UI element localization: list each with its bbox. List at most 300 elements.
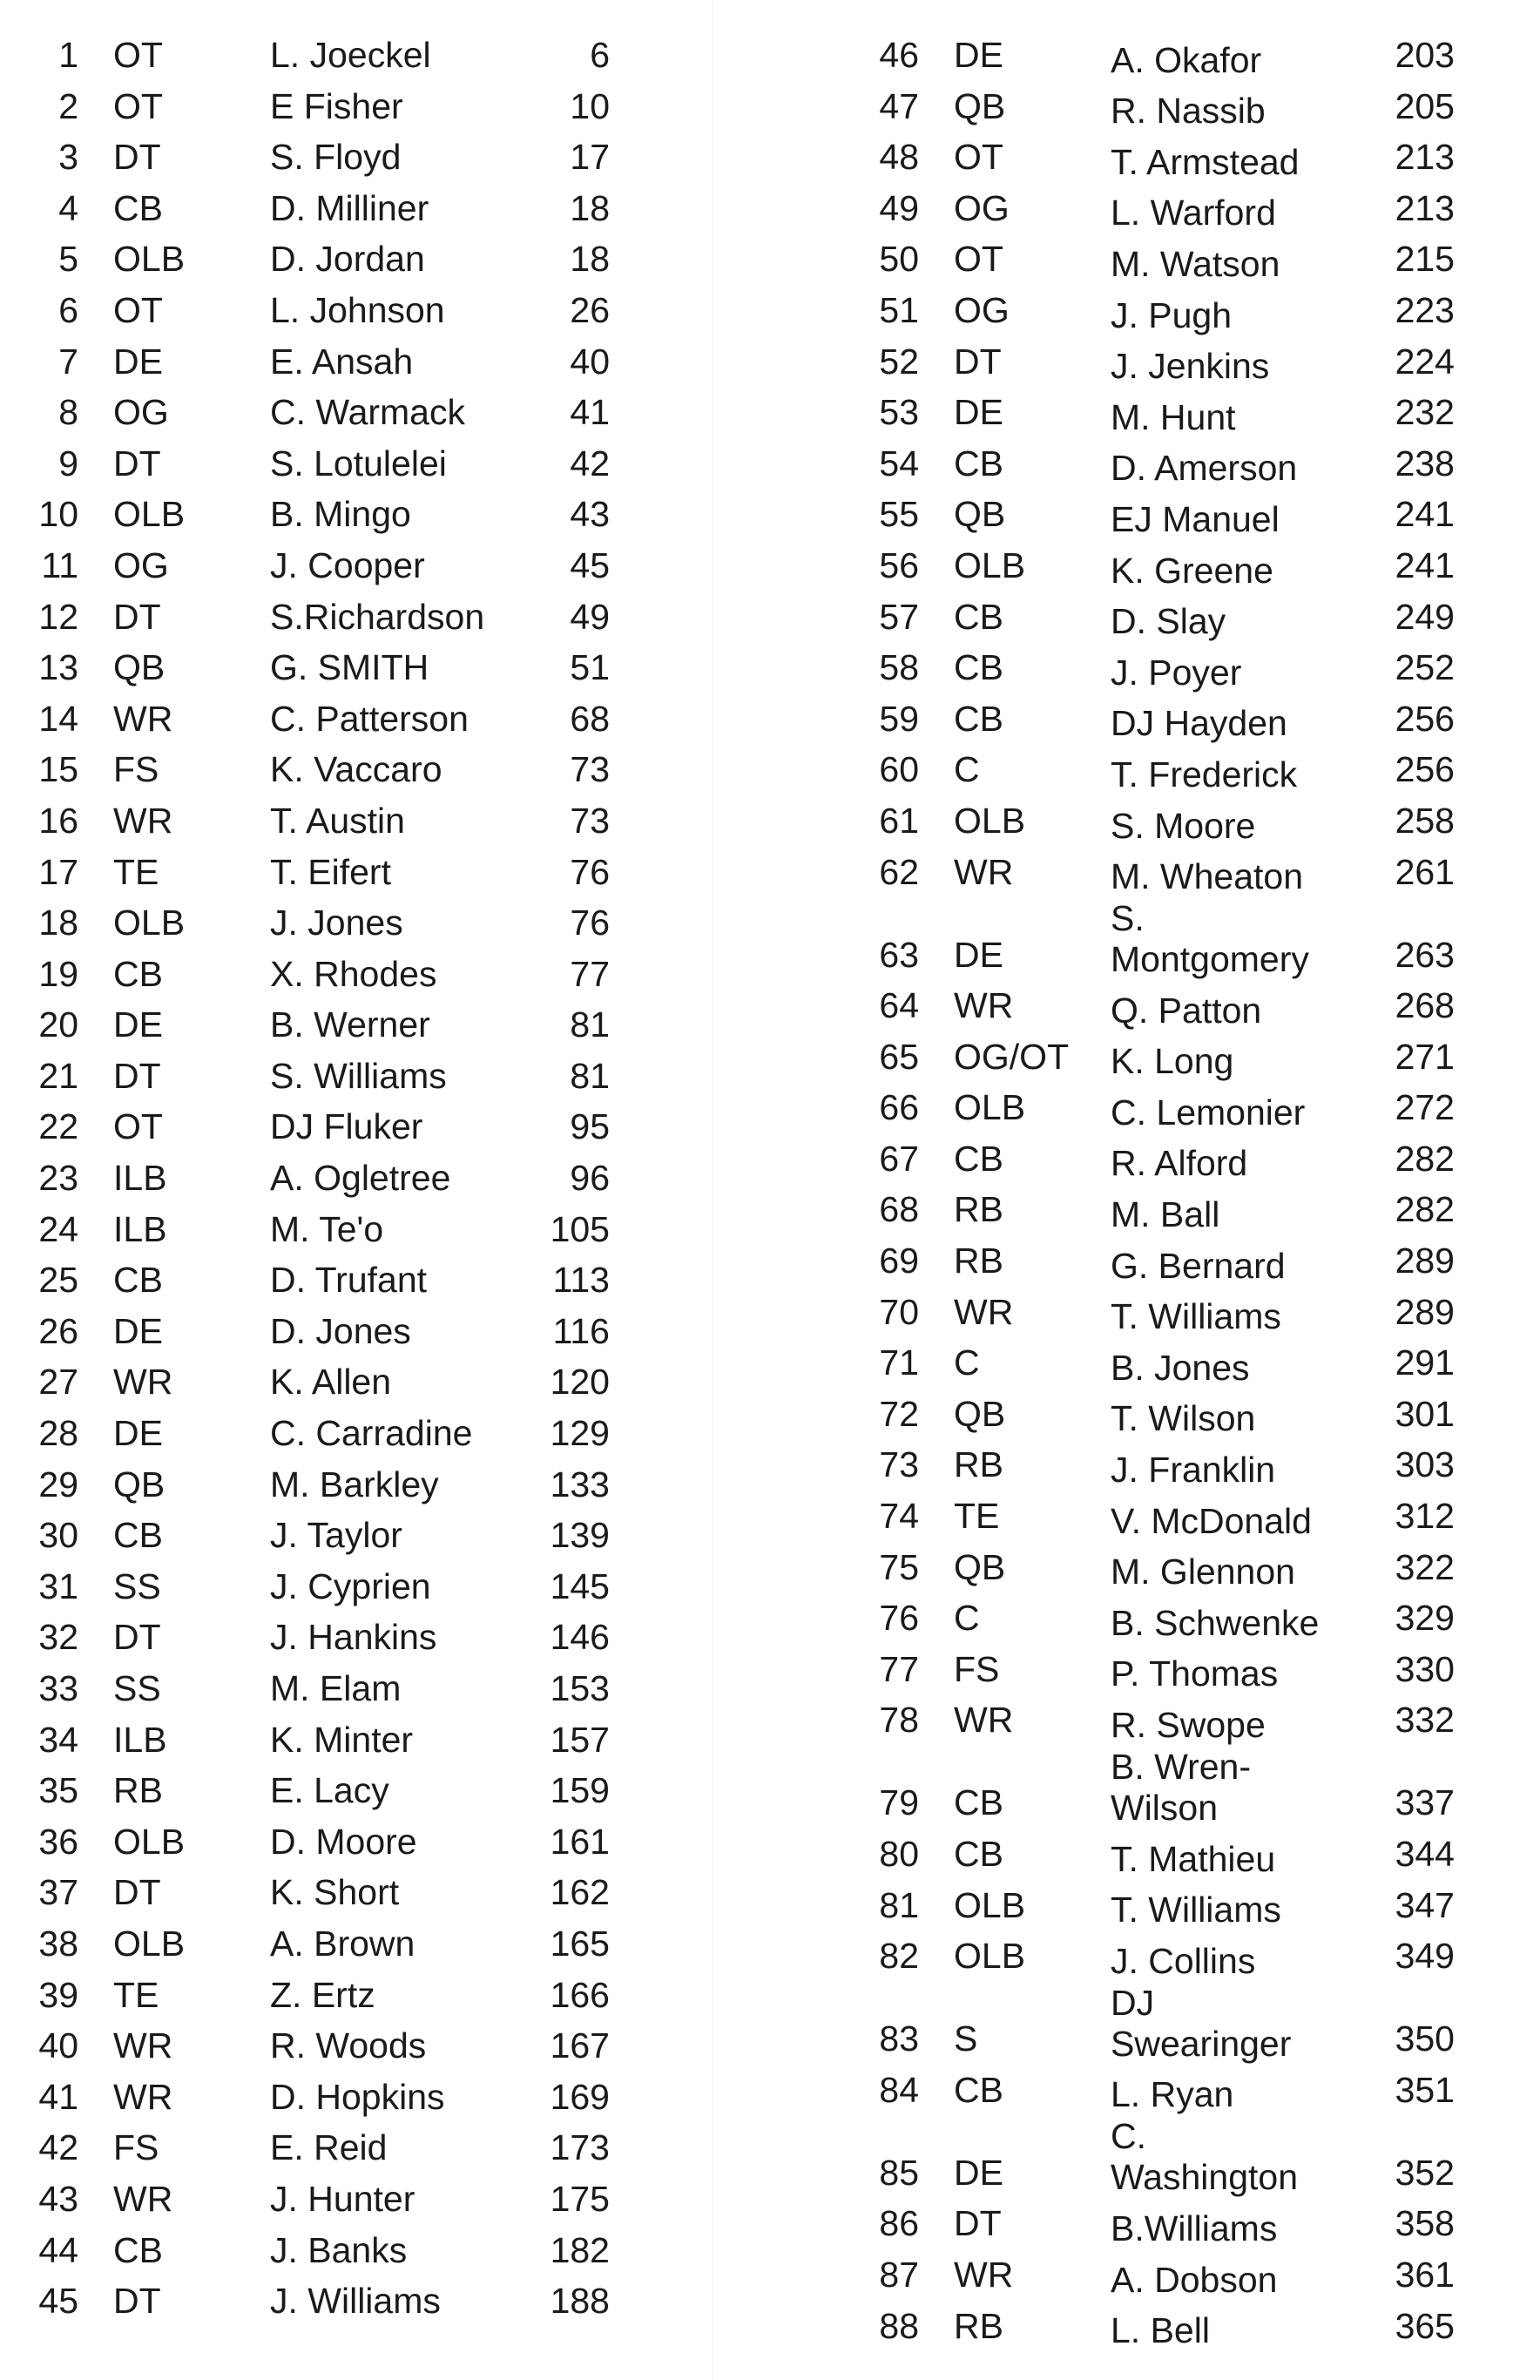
position: OLB <box>113 239 186 280</box>
list-item <box>862 1184 1472 1235</box>
list-item <box>26 81 627 132</box>
position: OLB <box>954 1936 1026 1977</box>
rank-number: 85 <box>879 2152 919 2193</box>
player-name: K. Minter <box>270 1719 414 1760</box>
position: DE <box>113 1004 163 1045</box>
player-name: J. Poyer <box>1111 652 1242 693</box>
position: FS <box>113 749 159 790</box>
position: C <box>954 749 980 790</box>
position: DT <box>113 443 161 483</box>
position: CB <box>954 1782 1003 1823</box>
overall-value: 129 <box>550 1413 610 1454</box>
player-name: B.Williams <box>1111 2208 1278 2248</box>
overall-value: 361 <box>1395 2254 1455 2295</box>
list-item <box>26 387 627 438</box>
list-item <box>862 744 1472 795</box>
position: CB <box>113 2229 163 2270</box>
player-name: K. Short <box>270 1872 400 1913</box>
rank-number: 11 <box>41 544 78 585</box>
overall-value: 232 <box>1395 392 1455 433</box>
position: OG <box>954 289 1010 330</box>
overall-value: 162 <box>550 1872 610 1913</box>
list-item <box>862 183 1472 234</box>
overall-value: 258 <box>1395 800 1455 841</box>
rank-number: 20 <box>38 1004 78 1045</box>
rank-number: 41 <box>38 2076 78 2117</box>
position: CB <box>954 443 1003 483</box>
position: C <box>954 1342 980 1383</box>
overall-value: 153 <box>550 1668 610 1708</box>
player-name: T. Mathieu <box>1111 1838 1276 1879</box>
rank-number: 68 <box>879 1189 919 1230</box>
rank-number: 25 <box>38 1260 78 1301</box>
position: DT <box>113 1055 161 1096</box>
overall-value: 77 <box>570 953 610 994</box>
player-name: C. Warmack <box>270 392 465 433</box>
rank-number: 88 <box>879 2305 919 2346</box>
list-item <box>862 1439 1472 1491</box>
player-name: D. Jones <box>270 1310 411 1351</box>
rank-number: 33 <box>38 1668 78 1708</box>
list-item <box>26 438 627 490</box>
overall-value: 365 <box>1395 2305 1455 2346</box>
overall-value: 282 <box>1395 1189 1455 1230</box>
rank-number: 69 <box>879 1241 919 1281</box>
position: RB <box>954 2305 1003 2346</box>
position: DE <box>954 934 1003 975</box>
list-item <box>26 1561 627 1613</box>
overall-value: 120 <box>550 1362 610 1403</box>
list-item <box>862 2301 1472 2352</box>
player-name: D. Trufant <box>270 1260 428 1301</box>
list-item <box>862 1287 1472 1338</box>
list-item <box>862 540 1472 592</box>
list-item <box>862 2249 1472 2301</box>
position: CB <box>113 1260 163 1301</box>
rank-number: 40 <box>38 2025 78 2066</box>
player-name: M. Elam <box>270 1668 402 1708</box>
position: DT <box>113 2281 161 2322</box>
overall-value: 145 <box>550 1565 610 1606</box>
rank-number: 63 <box>879 934 919 975</box>
overall-value: 81 <box>570 1055 610 1096</box>
player-name: DJ Fluker <box>270 1106 423 1147</box>
position: OLB <box>113 1821 186 1862</box>
position: DT <box>954 341 1002 382</box>
position: OT <box>113 35 163 75</box>
overall-value: 289 <box>1395 1291 1455 1332</box>
position: SS <box>113 1565 161 1606</box>
player-name: L. Bell <box>1111 2310 1210 2351</box>
list-item <box>26 1101 627 1153</box>
rank-number: 50 <box>879 239 919 280</box>
list-item <box>26 1612 627 1663</box>
rank-number: 48 <box>879 137 919 178</box>
position: CB <box>113 187 163 228</box>
overall-value: 282 <box>1395 1138 1455 1179</box>
player-name: S. Floyd <box>270 137 402 178</box>
position: WR <box>954 1291 1014 1332</box>
list-item <box>862 1235 1472 1287</box>
rank-number: 30 <box>38 1515 78 1556</box>
overall-value: 213 <box>1395 187 1455 228</box>
player-name: Q. Patton <box>1111 990 1262 1031</box>
list-item <box>862 1694 1472 1746</box>
list-item <box>862 642 1472 693</box>
list-item <box>862 1644 1472 1695</box>
overall-value: 17 <box>570 137 610 178</box>
player-name: J. Taylor <box>270 1515 402 1556</box>
overall-value: 256 <box>1395 749 1455 790</box>
player-name: G. Bernard <box>1111 1245 1286 1286</box>
list-item <box>862 387 1472 438</box>
rank-number: 79 <box>879 1782 919 1823</box>
player-name: J. Cyprien <box>270 1565 431 1606</box>
overall-value: 43 <box>570 494 610 535</box>
list-item <box>862 489 1472 540</box>
position: WR <box>954 2254 1014 2295</box>
position: WR <box>113 1362 173 1403</box>
rank-number: 16 <box>38 800 78 841</box>
player-name: C. Carradine <box>270 1413 473 1454</box>
overall-value: 73 <box>570 749 610 790</box>
player-name: B. Wren-Wilson <box>1111 1747 1251 1828</box>
player-name: A. Okafor <box>1111 39 1262 80</box>
player-name: R. Swope <box>1111 1705 1266 1745</box>
list-item <box>26 2072 627 2123</box>
list-item <box>26 183 627 234</box>
overall-value: 157 <box>550 1719 610 1760</box>
list-item <box>26 1765 627 1816</box>
player-name: T. Austin <box>270 800 405 841</box>
overall-value: 133 <box>550 1464 610 1504</box>
position: C <box>954 1598 980 1639</box>
rank-number: 35 <box>38 1770 78 1811</box>
overall-value: 350 <box>1395 2018 1455 2059</box>
position: TE <box>113 1974 159 2015</box>
position: ILB <box>113 1719 167 1760</box>
position: QB <box>113 1464 165 1504</box>
list-item <box>862 1082 1472 1133</box>
rank-number: 23 <box>38 1158 78 1199</box>
rank-number: 51 <box>879 289 919 330</box>
position: QB <box>954 85 1006 126</box>
position: ILB <box>113 1158 167 1199</box>
overall-value: 344 <box>1395 1834 1455 1874</box>
overall-value: 256 <box>1395 698 1455 739</box>
list-item <box>26 744 627 795</box>
player-name: J. Jenkins <box>1111 346 1270 387</box>
player-name: A. Brown <box>270 1923 415 1964</box>
overall-value: 105 <box>550 1208 610 1249</box>
overall-value: 329 <box>1395 1598 1455 1639</box>
rank-number: 24 <box>38 1208 78 1249</box>
overall-value: 76 <box>570 851 610 892</box>
rank-number: 44 <box>38 2229 78 2270</box>
player-name: L. Joeckel <box>270 35 431 75</box>
player-name: T. Frederick <box>1111 754 1298 794</box>
rank-number: 84 <box>879 2069 919 2110</box>
position: OG <box>113 544 169 585</box>
rank-number: 56 <box>879 544 919 585</box>
player-name: B. Jones <box>1111 1347 1250 1388</box>
player-name: A. Dobson <box>1111 2259 1278 2300</box>
overall-value: 271 <box>1395 1036 1455 1077</box>
position: TE <box>113 851 159 892</box>
rank-number: 9 <box>58 443 78 483</box>
overall-value: 40 <box>570 341 610 382</box>
list-item <box>862 795 1472 847</box>
list-item <box>26 2122 627 2174</box>
player-name: A. Ogletree <box>270 1158 451 1199</box>
position: DT <box>113 137 161 178</box>
position: OG <box>954 187 1010 228</box>
rank-number: 60 <box>879 749 919 790</box>
overall-value: 238 <box>1395 443 1455 483</box>
position: WR <box>954 1700 1014 1741</box>
rank-number: 31 <box>38 1565 78 1606</box>
list-item <box>26 2020 627 2072</box>
list-item <box>26 1510 627 1561</box>
position: RB <box>954 1444 1003 1485</box>
rank-number: 46 <box>879 35 919 75</box>
list-item <box>862 2198 1472 2249</box>
player-name: K. Allen <box>270 1362 392 1403</box>
position: S <box>954 2018 978 2059</box>
overall-value: 249 <box>1395 596 1455 637</box>
list-item <box>26 999 627 1051</box>
rank-number: 6 <box>58 289 78 330</box>
position: WR <box>113 2025 173 2066</box>
player-name: J. Cooper <box>270 544 425 585</box>
rank-number: 83 <box>879 2018 919 2059</box>
position: DE <box>954 35 1003 75</box>
overall-value: 18 <box>570 239 610 280</box>
player-name: K. Long <box>1111 1041 1234 1082</box>
position: OG <box>113 392 169 433</box>
player-name: EJ Manuel <box>1111 498 1280 539</box>
rank-number: 65 <box>879 1036 919 1077</box>
overall-value: 289 <box>1395 1241 1455 1281</box>
player-name: J. Franklin <box>1111 1450 1276 1491</box>
position: DE <box>113 341 163 382</box>
overall-value: 10 <box>570 85 610 126</box>
position: DT <box>113 1617 161 1658</box>
position: RB <box>954 1241 1003 1281</box>
rank-number: 55 <box>879 494 919 535</box>
player-name: L. Ryan <box>1111 2074 1234 2115</box>
position: DT <box>113 1872 161 1913</box>
player-name: R. Woods <box>270 2025 427 2066</box>
position: OT <box>954 239 1003 280</box>
rank-number: 3 <box>58 137 78 178</box>
player-name: B. Schwenke <box>1111 1602 1320 1643</box>
position: ILB <box>113 1208 167 1249</box>
overall-value: 322 <box>1395 1546 1455 1587</box>
position: QB <box>954 1546 1006 1587</box>
rank-number: 21 <box>38 1055 78 1096</box>
overall-value: 241 <box>1395 494 1455 535</box>
position: FS <box>113 2127 159 2168</box>
position: OLB <box>954 1087 1026 1128</box>
player-name: D. Moore <box>270 1821 417 1862</box>
list-item <box>26 1459 627 1511</box>
overall-value: 161 <box>550 1821 610 1862</box>
rank-number: 81 <box>879 1884 919 1925</box>
rank-number: 39 <box>38 1974 78 2015</box>
rank-number: 71 <box>879 1342 919 1383</box>
list-item <box>862 1337 1472 1389</box>
player-name: E Fisher <box>270 85 403 126</box>
rank-number: 59 <box>879 698 919 739</box>
list-item <box>26 847 627 898</box>
list-item <box>862 592 1472 643</box>
overall-value: 268 <box>1395 985 1455 1026</box>
list-item <box>26 489 627 540</box>
list-item <box>26 1051 627 1102</box>
list-item <box>862 2065 1472 2116</box>
position: OLB <box>113 903 186 943</box>
player-name: S. Montgomery <box>1111 898 1309 980</box>
list-item <box>862 1930 1472 1982</box>
position: OLB <box>954 1884 1026 1925</box>
position: WR <box>113 2178 173 2219</box>
list-item <box>26 1204 627 1255</box>
player-name: D. Slay <box>1111 601 1226 642</box>
rank-number: 29 <box>38 1464 78 1504</box>
overall-value: 167 <box>550 2025 610 2066</box>
player-name: M. Wheaton <box>1111 856 1304 897</box>
list-item <box>26 1918 627 1970</box>
rank-number: 22 <box>38 1106 78 1147</box>
overall-value: 332 <box>1395 1700 1455 1741</box>
overall-value: 351 <box>1395 2069 1455 2110</box>
list-item <box>26 1867 627 1918</box>
overall-value: 95 <box>570 1106 610 1147</box>
rank-number: 57 <box>879 596 919 637</box>
position: FS <box>954 1648 1000 1689</box>
rank-number: 52 <box>879 341 919 382</box>
overall-value: 252 <box>1395 647 1455 688</box>
player-name: D. Jordan <box>270 239 425 280</box>
overall-value: 205 <box>1395 85 1455 126</box>
player-name: R. Nassib <box>1111 91 1266 132</box>
overall-value: 116 <box>552 1310 610 1351</box>
list-item <box>26 1714 627 1766</box>
player-name: J. Pugh <box>1111 294 1233 335</box>
list-item <box>26 949 627 1000</box>
rank-number: 70 <box>879 1291 919 1332</box>
position: WR <box>954 985 1014 1026</box>
player-name: B. Werner <box>270 1004 430 1045</box>
position: CB <box>954 2069 1003 2110</box>
player-name: J. Collins <box>1111 1940 1256 1981</box>
position: CB <box>954 1834 1003 1874</box>
list-item <box>26 2275 627 2327</box>
player-name: K. Vaccaro <box>270 749 442 790</box>
list-item <box>26 132 627 183</box>
rank-number: 75 <box>879 1546 919 1587</box>
list-item <box>862 1982 1472 2065</box>
rank-number: 19 <box>38 953 78 994</box>
overall-value: 213 <box>1395 137 1455 178</box>
player-name: L. Johnson <box>270 289 445 330</box>
overall-value: 215 <box>1395 239 1455 280</box>
rank-number: 62 <box>879 851 919 892</box>
list-item <box>26 1153 627 1204</box>
position: OT <box>113 289 163 330</box>
rank-number: 77 <box>879 1648 919 1689</box>
list-item <box>26 1408 627 1459</box>
player-name: Z. Ertz <box>270 1974 375 2015</box>
overall-value: 330 <box>1395 1648 1455 1689</box>
overall-value: 312 <box>1395 1496 1455 1537</box>
rank-number: 47 <box>879 85 919 126</box>
player-name: E. Reid <box>270 2127 388 2168</box>
player-name: DJ Hayden <box>1111 703 1287 744</box>
overall-value: 303 <box>1395 1444 1455 1485</box>
list-item <box>862 1031 1472 1083</box>
overall-value: 349 <box>1395 1936 1455 1977</box>
rank-number: 66 <box>879 1087 919 1128</box>
rank-number: 54 <box>879 443 919 483</box>
overall-value: 96 <box>570 1158 610 1199</box>
right-column <box>862 30 1472 2351</box>
rank-number: 67 <box>879 1138 919 1179</box>
rank-number: 49 <box>879 187 919 228</box>
player-name: J. Jones <box>270 903 403 943</box>
overall-value: 223 <box>1395 289 1455 330</box>
player-name: E. Ansah <box>270 341 414 382</box>
overall-value: 224 <box>1395 341 1455 382</box>
rank-number: 74 <box>879 1496 919 1537</box>
rank-number: 2 <box>58 85 78 126</box>
rank-number: 37 <box>38 1872 78 1913</box>
rank-number: 27 <box>38 1362 78 1403</box>
position: CB <box>113 953 163 994</box>
overall-value: 358 <box>1395 2203 1455 2244</box>
rank-number: 18 <box>38 903 78 943</box>
overall-value: 41 <box>570 392 610 433</box>
player-name: R. Alford <box>1111 1143 1248 1184</box>
position: CB <box>954 596 1003 637</box>
list-item <box>862 1746 1472 1829</box>
rank-number: 10 <box>38 494 78 535</box>
rank-number: 82 <box>879 1936 919 1977</box>
player-name: J. Hankins <box>270 1617 437 1658</box>
player-name: L. Warford <box>1111 193 1276 233</box>
player-name: P. Thomas <box>1111 1653 1279 1694</box>
position: DT <box>954 2203 1002 2244</box>
overall-value: 18 <box>570 187 610 228</box>
list-item <box>862 1389 1472 1440</box>
position: WR <box>113 698 173 739</box>
overall-value: 45 <box>570 544 610 585</box>
list-item <box>26 2225 627 2276</box>
overall-value: 175 <box>550 2178 610 2219</box>
rank-number: 64 <box>879 985 919 1026</box>
player-name: E. Lacy <box>270 1770 389 1811</box>
overall-value: 159 <box>550 1770 610 1811</box>
position: DE <box>954 392 1003 433</box>
position: CB <box>954 1138 1003 1179</box>
overall-value: 81 <box>570 1004 610 1045</box>
list-item <box>862 897 1472 980</box>
list-item <box>862 1829 1472 1880</box>
rank-number: 12 <box>38 596 78 637</box>
overall-value: 169 <box>550 2076 610 2117</box>
player-name: J. Banks <box>270 2229 408 2270</box>
